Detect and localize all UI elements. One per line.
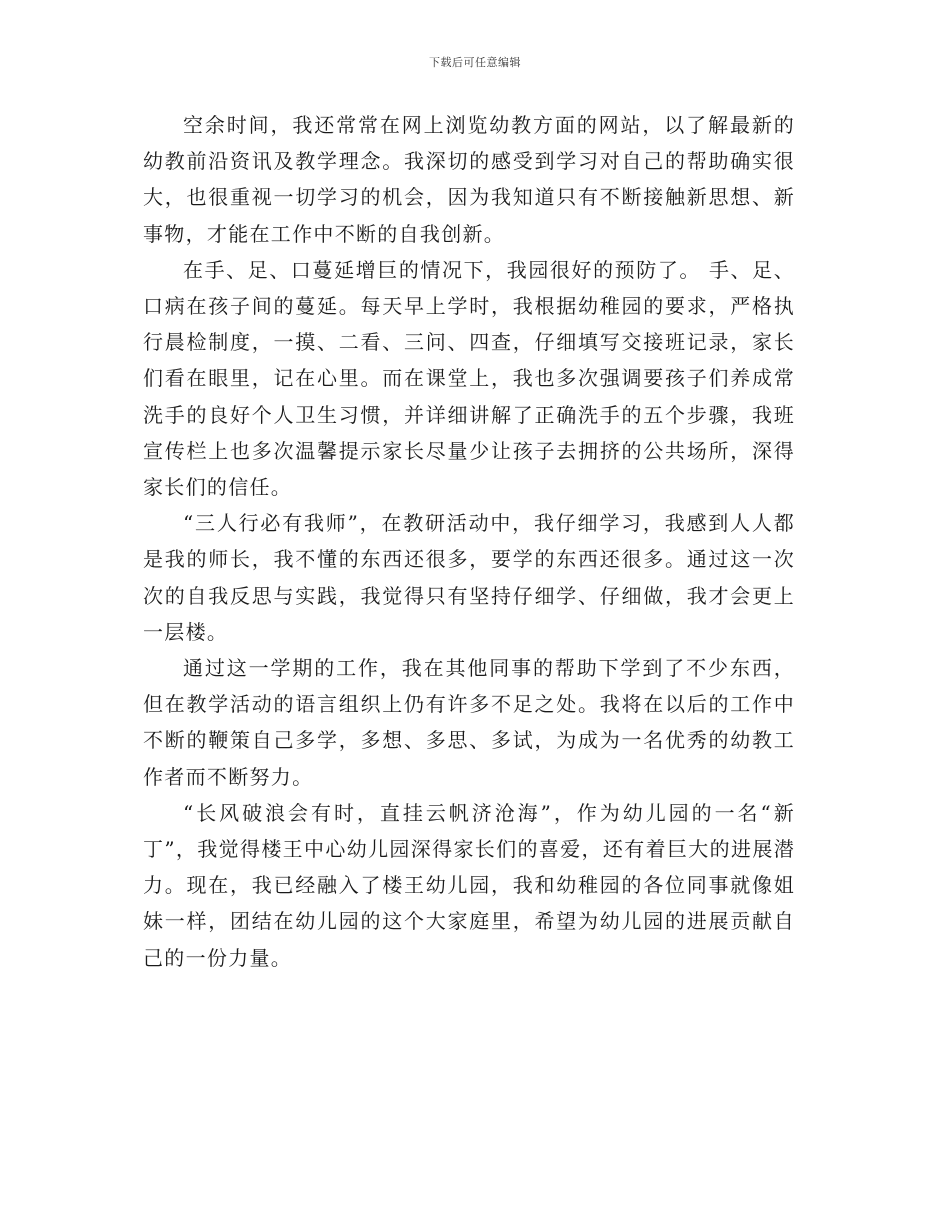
paragraph-2: 在手、足、口蔓延增巨的情况下，我园很好的预防了。 手、足、口病在孩子间的蔓延。每天早上学时，我根据幼稚园的要求，严格执行晨检制度，一摸、二看、三问、四查，仔细填写交接班记录，家长们看在眼里，记在心里。而在课堂上，我也多次强调要孩子们养成常洗手的良好个人卫生习惯，并详细讲解了正确洗手的五个步骤，我班宣传栏上也多次温馨提示家长尽量少让孩子去拥挤的公共场所，深得家长们的信任。 xyxy=(143,257,795,500)
paragraph-5: “长风破浪会有时，直挂云帆济沧海”，作为幼儿园的一名“新丁”，我觉得楼王中心幼儿园深得家长们的喜爱，还有着巨大的进展潜力。现在，我已经融入了楼王幼儿园，我和幼稚园的各位同事就像姐妹一样，团结在幼儿园的这个大家庭里，希望为幼儿园的进展贡献自己的一份力量。 xyxy=(143,800,795,970)
paragraph-4: 通过这一学期的工作，我在其他同事的帮助下学到了不少东西，但在教学活动的语言组织上仍有许多不足之处。我将在以后的工作中不断的鞭策自己多学，多想、多思、多试，为成为一名优秀的幼教工作者而不断努力。 xyxy=(143,656,795,789)
paragraph-3: “三人行必有我师”，在教研活动中，我仔细学习，我感到人人都是我的师长，我不懂的东西还很多，要学的东西还很多。通过这一次次的自我反思与实践，我觉得只有坚持仔细学、仔细做，我才会更上一层楼。 xyxy=(143,511,795,644)
page-header: 下载后可任意编辑 xyxy=(429,56,521,69)
paragraph-1: 空余时间，我还常常在网上浏览幼教方面的网站，以了解最新的幼教前沿资讯及教学理念。我深切的感受到学习对自己的帮助确实很大，也很重视一切学习的机会，因为我知道只有不断接触新思想、新事物，才能在工作中不断的自我创新。 xyxy=(143,113,795,246)
document-body xyxy=(143,107,795,976)
